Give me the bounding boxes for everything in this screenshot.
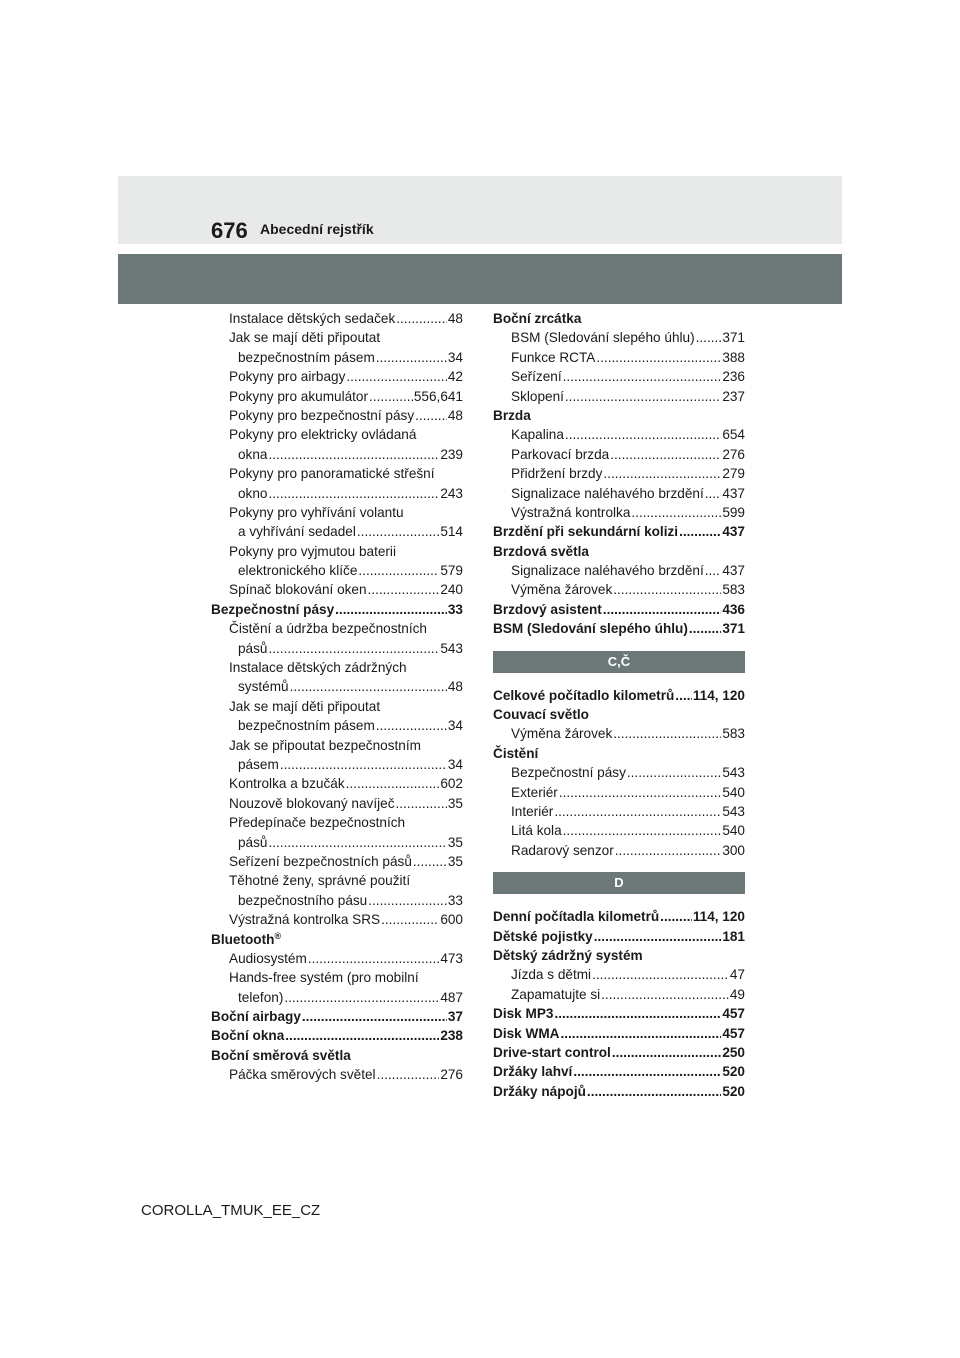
- index-entry: [493, 522, 745, 541]
- entry-text: Exteriér: [511, 784, 558, 800]
- dot-leader: [596, 348, 721, 367]
- dot-leader: [610, 445, 721, 464]
- section-title: Abecední rejstřík: [260, 221, 374, 237]
- entry-text: Jak se mají děti připoutat: [229, 698, 381, 714]
- page-reference: 181: [722, 928, 745, 944]
- index-subentry: [211, 406, 463, 425]
- entry-text: elektronického klíče: [238, 563, 358, 579]
- entry-text: a vyhřívání sedadel: [238, 524, 356, 540]
- page-reference: 520: [722, 1064, 745, 1080]
- entry-text: Brzda: [493, 407, 531, 423]
- index-subentry: [211, 949, 463, 968]
- page-reference: 457: [722, 1006, 745, 1022]
- index-subentry: [211, 387, 463, 406]
- page-reference: 583: [722, 726, 745, 742]
- index-subentry: [211, 484, 463, 503]
- page-reference: 437: [722, 524, 745, 540]
- index-entry: [493, 542, 745, 561]
- entry-text: Výměna žárovek: [511, 726, 613, 742]
- dot-leader: [603, 464, 721, 483]
- entry-text: Držáky lahví: [493, 1064, 573, 1080]
- header-band: [118, 254, 842, 304]
- dot-leader: [627, 763, 721, 782]
- page-reference: 300: [722, 842, 745, 858]
- entry-text: Drive-start control: [493, 1044, 611, 1060]
- entry-text: Brzdový asistent: [493, 601, 602, 617]
- entry-text: BSM (Sledování slepého úhlu): [493, 621, 688, 637]
- entry-text: Sklopení: [511, 388, 564, 404]
- index-entry: [211, 600, 463, 619]
- entry-text: pásů: [238, 834, 268, 850]
- entry-text: Disk WMA: [493, 1025, 560, 1041]
- entry-text: BSM (Sledování slepého úhlu): [511, 330, 695, 346]
- dot-leader: [705, 484, 722, 503]
- dot-leader: [601, 985, 729, 1004]
- index-entry: [493, 1024, 745, 1043]
- page-reference: 240: [440, 582, 463, 598]
- page-reference: 543: [440, 640, 463, 656]
- page-reference: 583: [722, 582, 745, 598]
- index-subentry: [211, 658, 463, 677]
- index-entry: [493, 946, 745, 965]
- entry-text: bezpečnostním pásem: [238, 349, 375, 365]
- entry-text: Pokyny pro vyjmutou baterii: [229, 543, 396, 559]
- page-reference: 457: [722, 1025, 745, 1041]
- index-entry: [493, 907, 745, 926]
- entry-text: Bezpečnostní pásy: [511, 765, 626, 781]
- index-subentry: [211, 794, 463, 813]
- index-subentry: [493, 965, 745, 984]
- index-subentry: [493, 783, 745, 802]
- page-reference: 543: [722, 803, 745, 819]
- index-subentry: [493, 503, 745, 522]
- dot-leader: [284, 988, 439, 1007]
- page-reference: 600: [440, 912, 463, 928]
- dot-leader: [268, 484, 439, 503]
- index-subentry: [211, 561, 463, 580]
- page-reference: 250: [722, 1044, 745, 1060]
- entry-text: Držáky nápojů: [493, 1083, 586, 1099]
- dot-leader: [565, 387, 721, 406]
- entry-text: Výstražná kontrolka SRS: [229, 912, 381, 928]
- entry-text: okna: [238, 446, 268, 462]
- dot-leader: [302, 1007, 447, 1026]
- entry-text: Pokyny pro akumulátor: [229, 388, 369, 404]
- entry-text: Pokyny pro bezpečnostní pásy: [229, 407, 415, 423]
- dot-leader: [335, 600, 447, 619]
- dot-leader: [280, 755, 447, 774]
- dot-leader: [415, 406, 447, 425]
- entry-text: Signalizace naléhavého brzdění: [511, 563, 704, 579]
- index-subentry: [211, 988, 463, 1007]
- entry-text: okno: [238, 485, 268, 501]
- index-entry: [493, 686, 745, 705]
- dot-leader: [573, 1062, 721, 1081]
- entry-text: systémů: [238, 679, 289, 695]
- index-entry: [493, 309, 745, 328]
- dot-leader: [290, 677, 447, 696]
- index-subentry: [211, 503, 463, 522]
- index-subentry: [493, 348, 745, 367]
- page-reference: 48: [447, 407, 463, 423]
- entry-text: Parkovací brzda: [511, 446, 610, 462]
- index-entry: [211, 1026, 463, 1045]
- index-subentry: [493, 561, 745, 580]
- entry-text: Bezpečnostní pásy: [211, 601, 335, 617]
- page-reference: 514: [440, 524, 463, 540]
- index-subentry: [211, 367, 463, 386]
- registered-mark: ®: [274, 930, 282, 941]
- index-letter-heading: D: [493, 872, 745, 894]
- index-column-right: [493, 309, 745, 1101]
- index-subentry: [493, 387, 745, 406]
- entry-text: Bluetooth®: [211, 930, 282, 947]
- index-entry: [493, 927, 745, 946]
- page-reference: 540: [722, 784, 745, 800]
- index-subentry: [211, 774, 463, 793]
- page-reference: 276: [722, 446, 745, 462]
- entry-text: Dětský zádržný systém: [493, 947, 643, 963]
- page-reference: 371: [722, 330, 745, 346]
- dot-leader: [689, 619, 721, 638]
- entry-text: Čistění a údržba bezpečnostních: [229, 621, 427, 637]
- index-entry: [493, 1043, 745, 1062]
- dot-leader: [381, 910, 439, 929]
- dot-leader: [396, 309, 447, 328]
- entry-text: Pokyny pro panoramatické střešní: [229, 466, 435, 482]
- index-subentry: [211, 891, 463, 910]
- dot-leader: [696, 328, 722, 347]
- index-letter-heading: C,Č: [493, 651, 745, 673]
- entry-text: Výstražná kontrolka: [511, 504, 631, 520]
- dot-leader: [660, 907, 692, 926]
- index-subentry: [493, 724, 745, 743]
- page-reference: 473: [440, 950, 463, 966]
- index-subentry: [493, 464, 745, 483]
- index-subentry: [493, 802, 745, 821]
- entry-text: Couvací světlo: [493, 707, 589, 723]
- page-reference: 42: [447, 369, 463, 385]
- entry-text: Audiosystém: [229, 950, 307, 966]
- entry-text: Disk MP3: [493, 1006, 554, 1022]
- entry-text: Spínač blokování oken: [229, 582, 367, 598]
- entry-text: Pokyny pro vyhřívání volantu: [229, 504, 404, 520]
- index-subentry: [211, 833, 463, 852]
- entry-text: Hands-free systém (pro mobilní: [229, 970, 419, 986]
- entry-text: Dětské pojistky: [493, 928, 593, 944]
- page-number: 676: [211, 218, 248, 243]
- page-reference: 654: [722, 427, 745, 443]
- page-reference: 487: [440, 989, 463, 1005]
- index-subentry: [211, 348, 463, 367]
- page-reference: 556,641: [413, 388, 463, 404]
- footer-code: COROLLA_TMUK_EE_CZ: [141, 1202, 321, 1219]
- dot-leader: [268, 833, 446, 852]
- page-reference: 237: [722, 388, 745, 404]
- index-subentry: [211, 619, 463, 638]
- entry-text: Boční směrová světla: [211, 1047, 351, 1063]
- dot-leader: [346, 367, 447, 386]
- dot-leader: [368, 891, 447, 910]
- index-subentry: [493, 328, 745, 347]
- dot-leader: [631, 503, 721, 522]
- index-subentry: [211, 464, 463, 483]
- dot-leader: [346, 774, 440, 793]
- index-subentry: [493, 445, 745, 464]
- page-reference: 602: [440, 776, 463, 792]
- index-subentry: [211, 910, 463, 929]
- entry-text: Jízda s dětmi: [511, 967, 592, 983]
- index-subentry: [493, 763, 745, 782]
- dot-leader: [369, 387, 413, 406]
- page-reference: 279: [722, 466, 745, 482]
- page-reference: 371: [722, 621, 745, 637]
- index-subentry: [211, 871, 463, 890]
- index-entry: [493, 1062, 745, 1081]
- index-subentry: [211, 309, 463, 328]
- dot-leader: [396, 794, 447, 813]
- page-reference: 47: [729, 967, 745, 983]
- index-subentry: [493, 821, 745, 840]
- index-entry: [211, 1046, 463, 1065]
- dot-leader: [592, 965, 729, 984]
- entry-text: Seřízení: [511, 369, 562, 385]
- entry-text: Zapamatujte si: [511, 986, 601, 1002]
- index-entry: [493, 619, 745, 638]
- dot-leader: [308, 949, 439, 968]
- index-column-left: [211, 309, 463, 1085]
- dot-leader: [675, 686, 692, 705]
- dot-leader: [565, 425, 721, 444]
- entry-text: Těhotné ženy, správné použití: [229, 873, 411, 889]
- dot-leader: [554, 802, 721, 821]
- entry-text: Instalace dětských zádržných: [229, 660, 407, 676]
- page-reference: 34: [447, 718, 463, 734]
- entry-text: Páčka směrových světel: [229, 1067, 376, 1083]
- index-subentry: [493, 484, 745, 503]
- entry-text: Pokyny pro airbagy: [229, 369, 346, 385]
- page-reference: 436: [722, 601, 745, 617]
- page-reference: 388: [722, 349, 745, 365]
- entry-text: Celkové počítadlo kilometrů: [493, 687, 675, 703]
- page-reference: 35: [447, 795, 463, 811]
- entry-text: Boční airbagy: [211, 1009, 301, 1025]
- dot-leader: [613, 580, 721, 599]
- entry-text: Funkce RCTA: [511, 349, 596, 365]
- dot-leader: [285, 1026, 439, 1045]
- dot-leader: [587, 1082, 721, 1101]
- page-reference: 239: [440, 446, 463, 462]
- page-reference: 34: [447, 349, 463, 365]
- page-reference: 437: [722, 563, 745, 579]
- page-reference: 48: [447, 679, 463, 695]
- index-entry: [211, 1007, 463, 1026]
- index-subentry: [211, 328, 463, 347]
- index-subentry: [493, 580, 745, 599]
- index-entry: [211, 930, 463, 949]
- dot-leader: [613, 724, 721, 743]
- entry-text: Brzdění při sekundární kolizi: [493, 524, 679, 540]
- page-reference: 114, 120: [692, 909, 745, 925]
- index-subentry: [211, 813, 463, 832]
- dot-leader: [594, 927, 722, 946]
- index-subentry: [493, 367, 745, 386]
- entry-text: Nouzově blokovaný navíječ: [229, 795, 395, 811]
- entry-text: telefon): [238, 989, 284, 1005]
- page-reference: 35: [447, 853, 463, 869]
- entry-text: Kapalina: [511, 427, 564, 443]
- index-subentry: [493, 425, 745, 444]
- entry-text: Litá kola: [511, 823, 562, 839]
- entry-text: Kontrolka a bzučák: [229, 776, 345, 792]
- index-subentry: [211, 522, 463, 541]
- index-subentry: [211, 639, 463, 658]
- entry-text: Radarový senzor: [511, 842, 614, 858]
- index-subentry: [211, 716, 463, 735]
- dot-leader: [358, 561, 439, 580]
- index-subentry: [211, 425, 463, 444]
- index-subentry: [211, 852, 463, 871]
- entry-text: Boční zrcátka: [493, 311, 582, 326]
- dot-leader: [559, 783, 721, 802]
- entry-text: Jak se mají děti připoutat: [229, 330, 381, 346]
- index-entry: [493, 406, 745, 425]
- entry-text: Jak se připoutat bezpečnostním: [229, 737, 421, 753]
- page-reference: 540: [722, 823, 745, 839]
- dot-leader: [563, 367, 722, 386]
- entry-text: Přidržení brzdy: [511, 466, 603, 482]
- dot-leader: [377, 1065, 440, 1084]
- index-entry: [493, 600, 745, 619]
- dot-leader: [376, 716, 447, 735]
- dot-leader: [554, 1004, 721, 1023]
- index-entry: [493, 705, 745, 724]
- index-subentry: [211, 677, 463, 696]
- index-subentry: [211, 736, 463, 755]
- page-reference: 276: [440, 1067, 463, 1083]
- dot-leader: [679, 522, 721, 541]
- page-reference: 49: [729, 986, 745, 1002]
- dot-leader: [368, 580, 440, 599]
- index-subentry: [211, 1065, 463, 1084]
- dot-leader: [603, 600, 722, 619]
- index-subentry: [493, 841, 745, 860]
- entry-text: Výměna žárovek: [511, 582, 613, 598]
- entry-text: Boční okna: [211, 1028, 285, 1044]
- dot-leader: [563, 821, 722, 840]
- index-subentry: [211, 968, 463, 987]
- page-reference: 37: [447, 1009, 463, 1025]
- dot-leader: [376, 348, 447, 367]
- entry-text: Pokyny pro elektricky ovládaná: [229, 427, 417, 443]
- entry-text: Předepínače bezpečnostních: [229, 815, 406, 831]
- entry-text: Čistění: [493, 745, 539, 761]
- dot-leader: [705, 561, 722, 580]
- index-entry: [493, 1004, 745, 1023]
- dot-leader: [612, 1043, 721, 1062]
- page-reference: 34: [447, 756, 463, 772]
- dot-leader: [413, 852, 447, 871]
- page-reference: 243: [440, 485, 463, 501]
- entry-text: Instalace dětských sedaček: [229, 311, 396, 326]
- dot-leader: [615, 841, 722, 860]
- index-entry: [493, 1082, 745, 1101]
- index-subentry: [211, 542, 463, 561]
- entry-text: bezpečnostního pásu: [238, 892, 368, 908]
- page-reference: 33: [447, 892, 463, 908]
- index-subentry: [493, 985, 745, 1004]
- entry-text: Seřízení bezpečnostních pásů: [229, 853, 412, 869]
- dot-leader: [268, 445, 439, 464]
- dot-leader: [560, 1024, 721, 1043]
- page-reference: 437: [722, 485, 745, 501]
- index-subentry: [211, 580, 463, 599]
- dot-leader: [268, 639, 439, 658]
- entry-text: bezpečnostním pásem: [238, 718, 375, 734]
- page-reference: 543: [722, 765, 745, 781]
- index-subentry: [211, 445, 463, 464]
- page-reference: 520: [722, 1083, 745, 1099]
- entry-text: Denní počítadla kilometrů: [493, 909, 660, 925]
- entry-text: Brzdová světla: [493, 543, 589, 559]
- page-reference: 238: [440, 1028, 463, 1044]
- entry-text: pásů: [238, 640, 268, 656]
- entry-text: Interiér: [511, 803, 554, 819]
- index-subentry: [211, 697, 463, 716]
- page-reference: 579: [440, 563, 463, 579]
- page-reference: 33: [447, 601, 463, 617]
- page-reference: 114, 120: [692, 687, 745, 703]
- index-subentry: [211, 755, 463, 774]
- page-reference: 35: [447, 834, 463, 850]
- page-reference: 599: [722, 504, 745, 520]
- dot-leader: [357, 522, 439, 541]
- entry-text: pásem: [238, 756, 279, 772]
- index-entry: [493, 744, 745, 763]
- page-reference: 48: [447, 311, 463, 326]
- entry-text: Signalizace naléhavého brzdění: [511, 485, 704, 501]
- page-reference: 236: [722, 369, 745, 385]
